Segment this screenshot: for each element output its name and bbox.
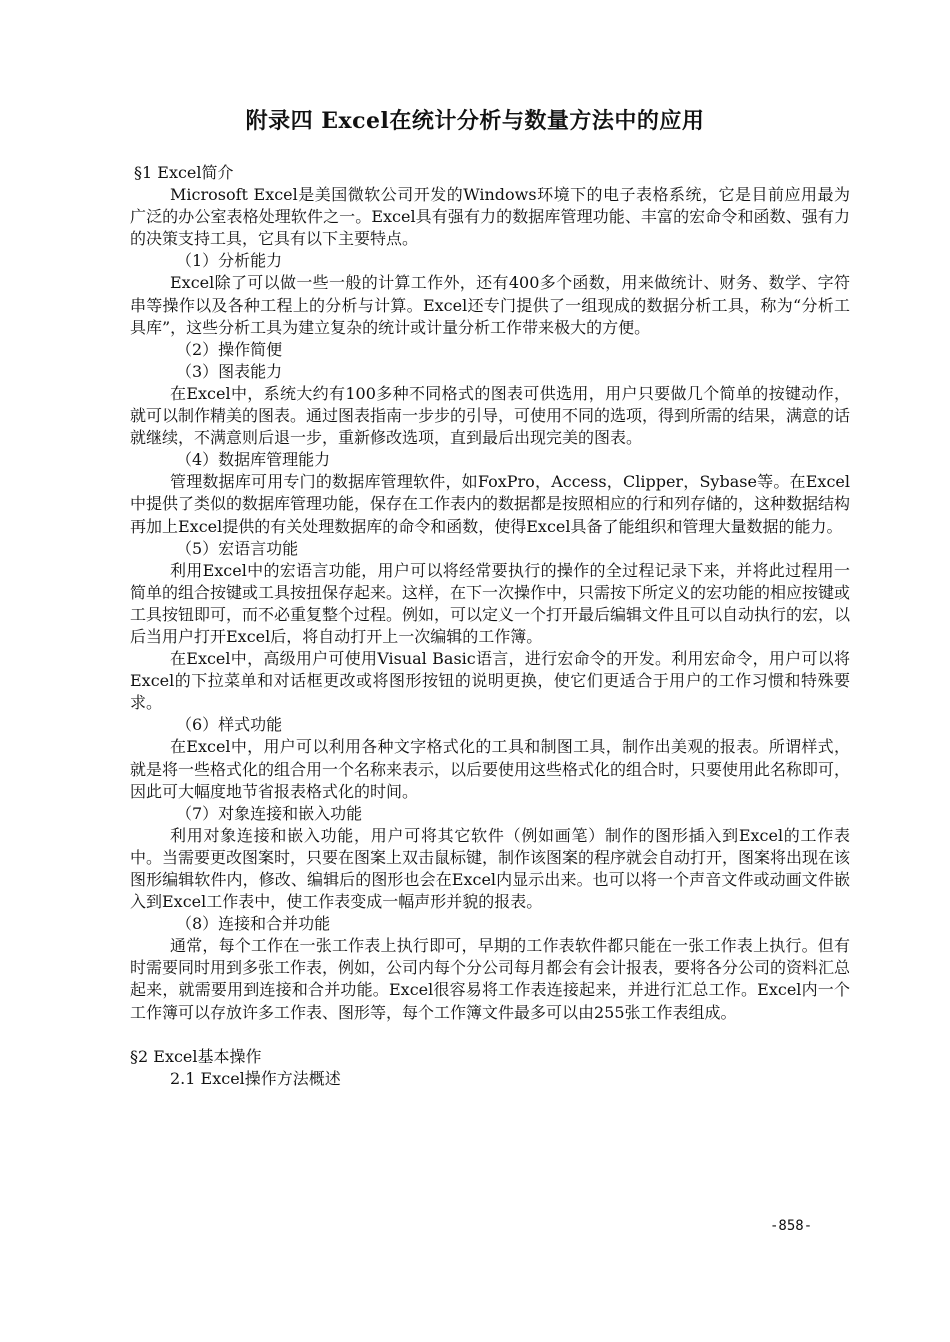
feature-5-text-2: 在Excel中，高级用户可使用Visual Basic语言，进行宏命令的开发。利用宏命令，用户可以将Excel的下拉菜单和对话框更改或将图形按钮的说明更换，使它们更适合于用户的工作习惯和特殊要求。	[130, 649, 850, 713]
feature-2-heading: （2）操作简便	[176, 339, 283, 359]
feature-3-heading: （3）图表能力	[176, 361, 283, 381]
page-title: 附录四 Excel在统计分析与数量方法中的应用	[245, 108, 705, 134]
document-body	[130, 162, 850, 1090]
feature-6-heading: （6）样式功能	[176, 715, 283, 735]
feature-7-text: 利用对象连接和嵌入功能，用户可将其它软件（例如画笔）制作的图形插入到Excel的工作表中。当需要更改图案时，只要在图案上双击鼠标键，制作该图案的程序就会自动打开，图案将出现在该图形编辑软件内，修改、编辑后的图形也会在Excel内显示出来。也可以将一个声音文件或动画文件嵌入到Excel工作表中，使工作表变成一幅声形并貌的报表。	[130, 825, 851, 912]
feature-3-text: 在Excel中，系统大约有100多种不同格式的图表可供选用，用户只要做几个简单的按键动作，就可以制作精美的图表。通过图表指南一步步的引导，可使用不同的选项，得到所需的结果，满意的话就继续，不满意则后退一步，重新修改选项，直到最后出现完美的图表。	[130, 383, 851, 448]
feature-5-heading: （5）宏语言功能	[176, 538, 299, 558]
feature-6-text: 在Excel中，用户可以利用各种文字格式化的工具和制图工具，制作出美观的报表。所谓样式，就是将一些格式化的组合用一个名称来表示，以后要使用这些格式化的组合时，只要使用此名称即可，因此可大幅度地节省报表格式化的时间。	[130, 737, 851, 801]
section-spacer	[130, 1024, 850, 1046]
feature-1-heading: （1）分析能力	[176, 251, 283, 271]
feature-4-heading: （4）数据库管理能力	[176, 450, 331, 470]
subsection-2-1-heading: 2.1 Excel操作方法概述	[170, 1068, 341, 1088]
section-1-intro: Microsoft Excel是美国微软公司开发的Windows环境下的电子表格系统，它是目前应用最为广泛的办公室表格处理软件之一。Excel具有强有力的数据库管理功能、丰富的宏命令和函数、强有力的决策支持工具，它具有以下主要特点。	[130, 185, 850, 249]
feature-1-text: Excel除了可以做一些一般的计算工作外，还有400多个函数，用来做统计、财务、数学、字符串等操作以及各种工程上的分析与计算。Excel还专门提供了一组现成的数据分析工具，称为“分析工具库”，这些分析工具为建立复杂的统计或计量分析工作带来极大的方便。	[130, 273, 850, 337]
feature-8-text: 通常，每个工作在一张工作表上执行即可，早期的工作表软件都只能在一张工作表上执行。但有时需要同时用到多张工作表，例如，公司内每个分公司每月都会有会计报表，要将各分公司的资料汇总起来，就需要用到连接和合并功能。Excel很容易将工作表连接起来，并进行汇总工作。Excel内一个工作簿可以存放许多工作表、图形等，每个工作簿文件最多可以由255张工作表组成。	[130, 936, 851, 1022]
page-number: -858-	[770, 1218, 813, 1234]
section-2-heading: §2 Excel基本操作	[130, 1046, 262, 1066]
feature-4-text: 管理数据库可用专门的数据库管理软件，如FoxPro，Access，Clipper，Sybase等。在Excel中提供了类似的数据库管理功能，保存在工作表内的数据都是按照相应的行和列存储的，这种数据结构再加上Excel提供的有关处理数据库的命令和函数，使得Excel具备了能组织和管理大量数据的能力。	[130, 472, 851, 536]
feature-7-heading: （7）对象连接和嵌入功能	[176, 803, 363, 823]
feature-5-text-1: 利用Excel中的宏语言功能，用户可以将经常要执行的操作的全过程记录下来，并将此过程用一简单的组合按键或工具按扭保存起来。这样，在下一次操作中，只需按下所定义的宏功能的相应按键或工具按钮即可，而不必重复整个过程。例如，可以定义一个打开最后编辑文件且可以自动执行的宏，以后当用户打开Excel后，将自动打开上一次编辑的工作簿。	[130, 560, 851, 646]
section-1-heading: §1 Excel简介	[134, 163, 234, 182]
feature-8-heading: （8）连接和合并功能	[176, 914, 331, 934]
